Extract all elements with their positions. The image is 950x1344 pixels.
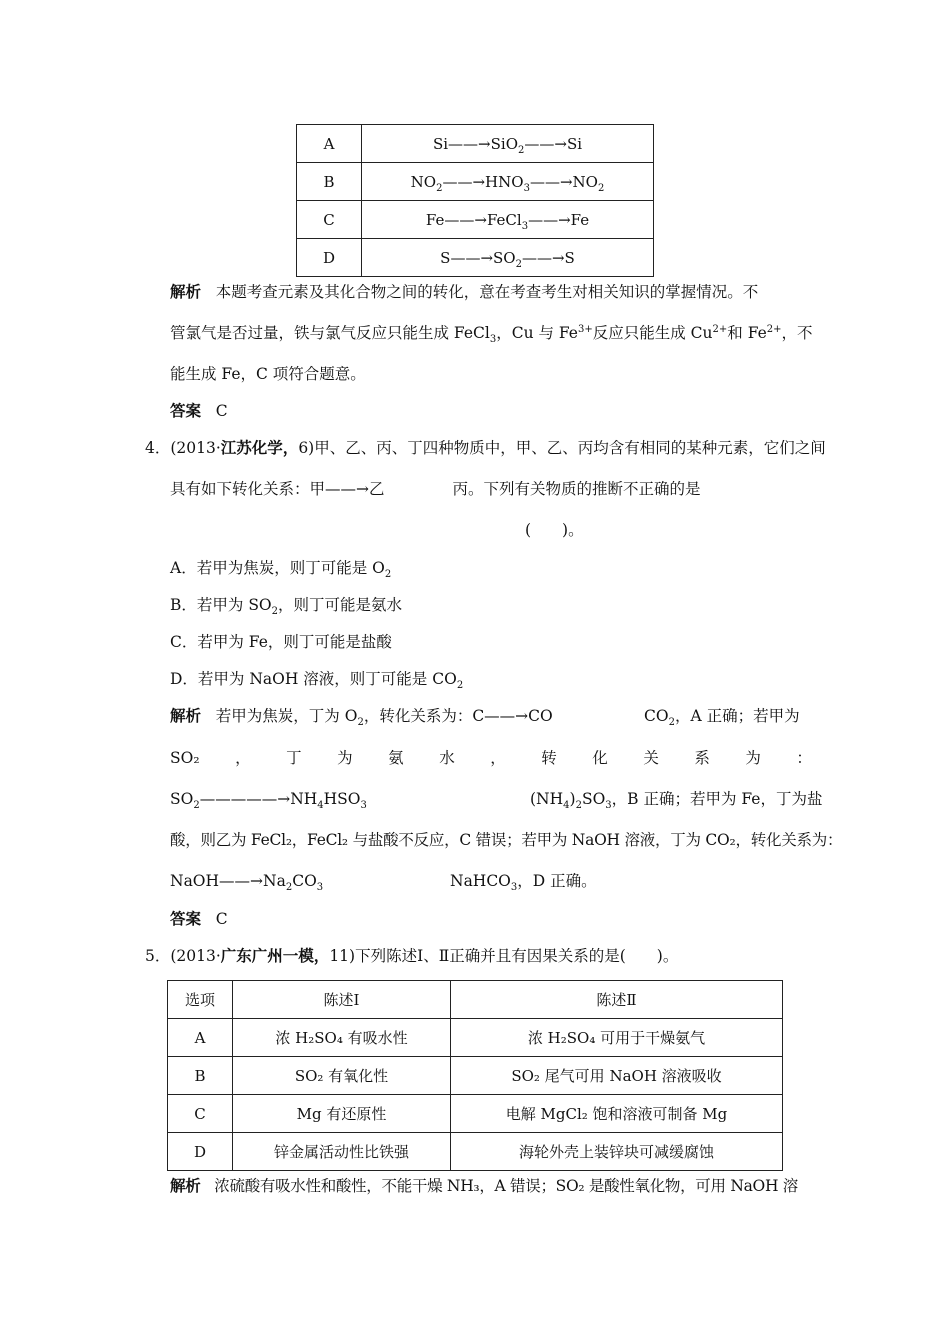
- q4-stem-line-2: 具有如下转化关系：甲——→乙 丙。下列有关物质的推断不正确的是: [170, 480, 701, 498]
- q3-analysis-line-2: 管氯气是否过量，铁与氯气反应只能生成 FeCl$_3$，Cu 与 $Fe^{3+}$反应只能生成 $Cu^{2+}$和 $Fe^{2+}$，不: [170, 323, 813, 346]
- q5-analysis-line-1: 解析 浓硫酸有吸水性和酸性，不能干燥 NH₃，A 错误；SO₂ 是酸性氧化物，可用 NaOH 溶: [170, 1176, 798, 1195]
- option-cell: C: [297, 201, 362, 239]
- table-row: [297, 239, 654, 277]
- q5-stem: 5．(2013·广东广州一模，11)下列陈述Ⅰ、Ⅱ正确并且有因果关系的是( )。: [145, 946, 679, 965]
- option-cell: D: [297, 239, 362, 277]
- table-header-row: 选项 陈述Ⅰ 陈述Ⅱ: [168, 981, 783, 1019]
- q3-analysis-line-1: 解析 本题考查元素及其化合物之间的转化，意在考查考生对相关知识的掌握情况。不: [170, 282, 759, 301]
- q4-analysis-line-5-end: NaHCO$_3$，D 正确。: [450, 872, 597, 894]
- q4-analysis-line-2: SO₂ ， 丁 为 氨 水 ， 转 化 关 系 为 ：: [170, 749, 812, 767]
- q4-option-a: A．若甲为焦炭，则丁可能是 $O_2$: [170, 559, 392, 581]
- table-row: [297, 163, 654, 201]
- q4-answer: 答案 C: [170, 909, 228, 928]
- option-cell: A: [297, 125, 362, 163]
- conversion-cell: Fe——→FeCl$_3$——→Fe: [362, 201, 654, 239]
- conversion-cell: Si——→SiO$_2$——→Si: [362, 125, 654, 163]
- table-row: B SO₂ 有氧化性 SO₂ 尾气可用 NaOH 溶液吸收: [168, 1057, 783, 1095]
- q4-analysis-line-3: $SO_2—————\to NH_4HSO_3$: [170, 790, 367, 812]
- q4-analysis-line-3-end: $(NH_4)_2SO_3$，B 正确；若甲为 Fe，丁为盐: [530, 790, 823, 812]
- q4-option-b: B．若甲为 $SO_2$，则丁可能是氨水: [170, 596, 403, 618]
- table-row: A 浓 H₂SO₄ 有吸水性 浓 H₂SO₄ 可用于干燥氨气: [168, 1019, 783, 1057]
- q4-analysis-line-1-end: $CO_2$，A 正确；若甲为: [644, 707, 800, 729]
- statement-table: [167, 980, 783, 1171]
- table-row: [297, 125, 654, 163]
- q3-answer: 答案 C: [170, 401, 228, 420]
- q4-answer-bracket: ( )。: [525, 521, 584, 539]
- table-row: C Mg 有还原性 电解 MgCl₂ 饱和溶液可制备 Mg: [168, 1095, 783, 1133]
- q3-analysis-line-3: 能生成 Fe，C 项符合题意。: [170, 365, 366, 383]
- table-row: [297, 201, 654, 239]
- table-row: D 锌金属活动性比铁强 海轮外壳上装锌块可减缓腐蚀: [168, 1133, 783, 1171]
- conversion-cell: $S——\to SO_2——\to S$: [362, 239, 654, 277]
- q4-option-d: D．若甲为 NaOH 溶液，则丁可能是 $CO_2$: [170, 670, 464, 692]
- option-cell: B: [297, 163, 362, 201]
- q4-stem-line-1: 4．(2013·江苏化学，6)甲、乙、丙、丁四种物质中，甲、乙、丙均含有相同的某种元素，它们之间: [145, 438, 826, 457]
- q4-option-c: C．若甲为 Fe，则丁可能是盐酸: [170, 633, 392, 651]
- conversion-table: [296, 124, 654, 277]
- analysis-label: 解析: [170, 1176, 201, 1195]
- conversion-cell: $NO_2——\to HNO_3——\to NO_2$: [362, 163, 654, 201]
- analysis-label: 解析: [170, 706, 202, 725]
- q4-analysis-line-5: $NaOH——\to Na_2CO_3$: [170, 872, 324, 894]
- q4-analysis-line-1: 解析 若甲为焦炭，丁为 $O_2$，转化关系为：C——→CO: [170, 706, 553, 729]
- q4-analysis-line-4: 酸，则乙为 FeCl₂，FeCl₂ 与盐酸不反应，C 错误；若甲为 NaOH 溶液，丁为 CO₂，转化关系为：: [170, 831, 843, 849]
- analysis-label: 解析: [170, 282, 202, 301]
